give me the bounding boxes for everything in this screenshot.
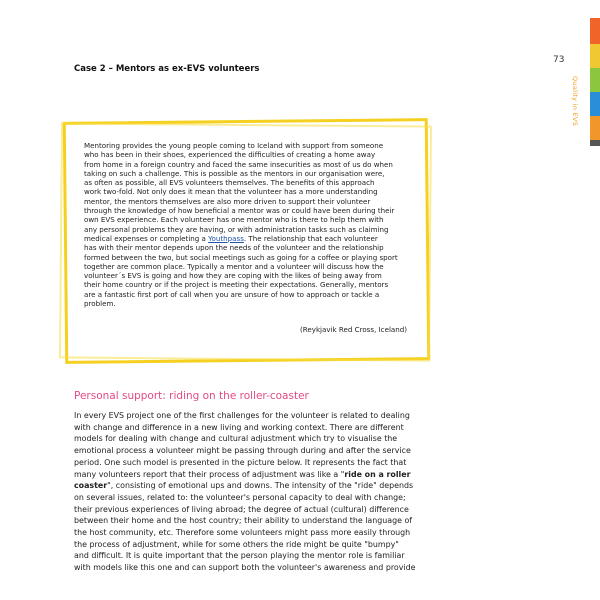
quote-line: work two-fold. Not only does it mean that the volunteer has a more understanding [84, 187, 378, 197]
body-line: emotional process a volunteer might be passing through during and after the service [74, 446, 411, 456]
section-heading: Personal support: riding on the roller-coaster [74, 390, 309, 402]
side-label: Quality in EVS [571, 76, 579, 127]
quote-line: own EVS experience. Each volunteer has one mentor who is there to help them with [84, 215, 384, 225]
body-line: with models like this one and can support both the volunteer's awareness and provide [74, 563, 416, 573]
body-line: the host community, etc. Therefore some volunteers might pass more easily through [74, 528, 411, 538]
quote-line: formed between the two, but social meetings such as going for a coffee or playing sport [84, 252, 398, 262]
body-line: between their home and the host country; their ability to understand the language of [74, 516, 413, 526]
quote-attribution: (Reykjavik Red Cross, Iceland) [300, 325, 408, 334]
page-number: 73 [553, 55, 565, 65]
quote-line: through the knowledge of how beneficial a mentor was or could have been during their [84, 206, 395, 216]
body-line: their previous experiences of living abroad; the degree of actual (cultural) difference [74, 504, 409, 514]
chapter-tab-6[interactable] [590, 140, 600, 146]
body-line-text: many volunteers report that their process of adjustment was like a " [74, 469, 345, 479]
body-line: period. One such model is presented in the picture below. It represents the fact that [74, 457, 407, 467]
body-line-text: ", consisting of emotional ups and downs. The intensity of the "ride" depends [107, 481, 414, 491]
chapter-tab-5[interactable] [590, 116, 600, 140]
body-line: models for dealing with change and cultural adjustment which try to visualise the [74, 434, 398, 444]
body-line: the process of adjustment, while for some others the ride might be quite "bumpy" [74, 539, 399, 549]
body-line: In every EVS project one of the first challenges for the volunteer is related to dealing [74, 411, 410, 420]
quote-line: problem. [84, 299, 116, 309]
youthpass-link[interactable]: Youthpass [208, 233, 244, 243]
body-line: with change and difference in a new living and working context. There are different [74, 422, 404, 432]
quote-line: together are common place. Typically a mentor and a volunteer will discuss how the [84, 261, 384, 271]
quote-line: volunteer´s EVS is going and how they are coping with the likes of being away from [84, 271, 382, 281]
quote-text [84, 141, 414, 308]
quote-line: has with their mentor depends upon the needs of the volunteer and the relationship [84, 243, 384, 253]
case-title: Case 2 – Mentors as ex-EVS volunteers [74, 64, 260, 74]
quote-line: who has been in their shoes, experienced the difficulties of creating a home away [84, 150, 376, 160]
quote-line: are a fantastic first port of call when you are unsure of how to approach or tackle a [84, 289, 380, 299]
quote-line: as often as possible, all EVS volunteers themselves. The benefits of this approach [84, 178, 375, 188]
quote-line: taking on such a challenge. This is possible as the mentors in our organisation were, [84, 168, 385, 178]
quote-line: any personal problems they are having, or with administration tasks such as claiming [84, 224, 389, 234]
body-line [74, 480, 430, 492]
quote-line: from home in a foreign country and faced the same insecurities as most of us do when [84, 159, 393, 169]
quote-line: Mentoring provides the young people coming to Iceland with support from someone [84, 141, 384, 150]
quote-line-with-link [84, 234, 414, 243]
body-text [74, 410, 430, 574]
emphasis-ride: ride on a roller [344, 469, 411, 479]
quote-line-after-link: . The relationship that each volunteer [243, 233, 378, 243]
chapter-tab-4[interactable] [590, 92, 600, 116]
chapter-tab-2[interactable] [590, 44, 600, 68]
body-line: and difficult. It is quite important that the person playing the mentor role is familiar [74, 551, 405, 561]
body-line [74, 469, 430, 481]
chapter-tab-3[interactable] [590, 68, 600, 92]
quote-line: mentor, the mentors themselves are also more driven to support their volunteer [84, 196, 371, 206]
body-line: on several issues, related to: the volunteer's personal capacity to deal with change; [74, 492, 406, 502]
quote-line-before-link: medical expenses or completing a [84, 233, 209, 243]
chapter-tab-1[interactable] [590, 18, 600, 44]
quote-line: their home country or if the project is meeting their expectations. Generally, mentors [84, 280, 389, 290]
emphasis-coaster: coaster [74, 481, 108, 491]
